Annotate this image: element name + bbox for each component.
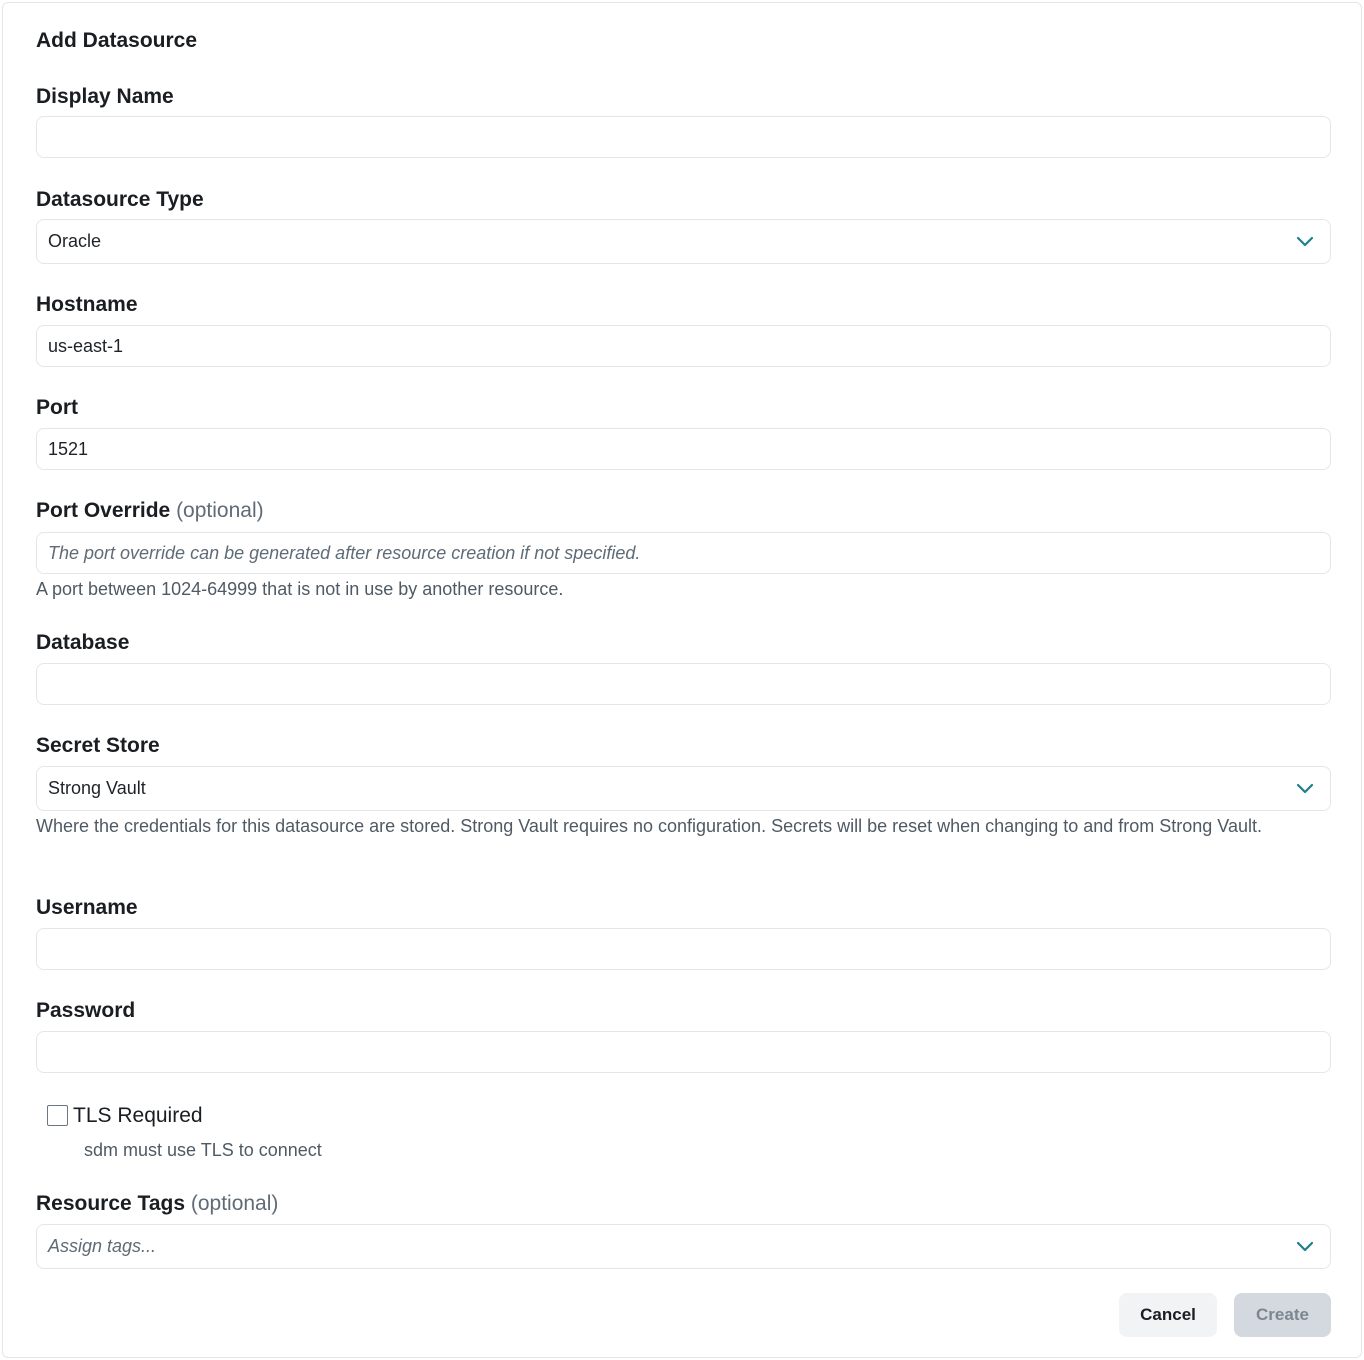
tls-required-label[interactable]: TLS Required bbox=[73, 1104, 203, 1127]
port-override-optional: (optional) bbox=[176, 499, 264, 522]
datasource-type-value: Oracle bbox=[48, 231, 102, 251]
password-label: Password bbox=[36, 999, 136, 1022]
port-input[interactable]: 1521 bbox=[36, 428, 1331, 470]
port-override-label bbox=[36, 499, 264, 523]
port-label: Port bbox=[36, 396, 78, 419]
resource-tags-placeholder: Assign tags... bbox=[48, 1236, 157, 1256]
hostname-input[interactable]: us-east-1 bbox=[36, 325, 1331, 367]
datasource-type-label: Datasource Type bbox=[36, 188, 204, 211]
datasource-type-select[interactable] bbox=[36, 219, 1331, 264]
display-name-label: Display Name bbox=[36, 85, 174, 108]
create-button[interactable]: Create bbox=[1234, 1293, 1331, 1337]
username-input[interactable] bbox=[36, 928, 1331, 970]
dialog-title: Add Datasource bbox=[36, 29, 198, 52]
chevron-down-icon bbox=[1296, 236, 1314, 248]
database-input[interactable] bbox=[36, 663, 1331, 705]
tls-required-checkbox[interactable] bbox=[47, 1105, 68, 1126]
resource-tags-optional: (optional) bbox=[190, 1192, 279, 1215]
hostname-label: Hostname bbox=[36, 293, 138, 316]
database-label: Database bbox=[36, 631, 130, 654]
chevron-down-icon bbox=[1296, 1241, 1314, 1253]
port-override-help: A port between 1024-64999 that is not in use by another resource. bbox=[36, 579, 564, 599]
secret-store-label: Secret Store bbox=[36, 734, 160, 757]
chevron-down-icon bbox=[1296, 783, 1314, 795]
secret-store-value: Strong Vault bbox=[48, 778, 146, 798]
resource-tags-label-text: Resource Tags bbox=[36, 1192, 185, 1215]
port-override-placeholder: The port override can be generated after resource creation if not specified. bbox=[48, 542, 641, 563]
add-datasource-dialog bbox=[2, 2, 1362, 1358]
port-override-input[interactable] bbox=[36, 532, 1331, 574]
username-label: Username bbox=[36, 896, 138, 919]
secret-store-select[interactable] bbox=[36, 766, 1331, 811]
resource-tags-label bbox=[36, 1192, 278, 1216]
port-override-label-text: Port Override bbox=[36, 499, 171, 522]
display-name-input[interactable] bbox=[36, 116, 1331, 158]
tls-required-help: sdm must use TLS to connect bbox=[84, 1140, 322, 1160]
resource-tags-select[interactable] bbox=[36, 1224, 1331, 1269]
cancel-button[interactable]: Cancel bbox=[1119, 1293, 1217, 1337]
secret-store-help: Where the credentials for this datasource are stored. Strong Vault requires no configuration. Secrets will be reset when changing to and from Strong Vault. bbox=[36, 816, 1262, 836]
password-input[interactable] bbox=[36, 1031, 1331, 1073]
